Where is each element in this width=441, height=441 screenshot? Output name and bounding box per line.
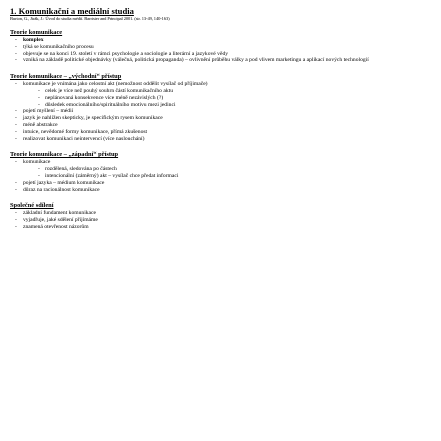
list-item-text: důsledek emocionálního/spirituálního motivu mezi jedinci xyxy=(45,101,176,108)
section xyxy=(10,29,431,64)
citation: Burton, G., Jirák, J.: Úvod do studia médií. Barrister and Principal 2001. (str. 13-49, 140-163) xyxy=(10,16,170,21)
list-item-text: celek je více než pouhý souhrn částí komunikačního aktu xyxy=(45,87,173,94)
list-item-text: vzniká na základě politické objednávky (válečná, politická propaganda) – ovlivnění průběhu války a pod vlivem marketingu a aplikací nových technologií xyxy=(23,57,369,64)
list-item-text: intencionální (záměrný) akt – vysílač chce předat informaci xyxy=(45,172,179,179)
list-item xyxy=(10,187,431,194)
list-item xyxy=(10,210,431,217)
list-item-text: méně abstrakce xyxy=(23,121,58,128)
dash-bullet-icon: - xyxy=(15,159,17,166)
dash-bullet-icon: - xyxy=(15,57,17,64)
dash-bullet-icon: - xyxy=(15,50,17,57)
list-item-text: jazyk je nahlížen skepticky, je specifickým rysem komunikace xyxy=(23,115,163,122)
section-spacer xyxy=(10,193,431,202)
dash-bullet-icon: - xyxy=(38,166,40,173)
dash-bullet-icon: - xyxy=(15,135,17,142)
sub-list-item xyxy=(10,166,431,173)
section-spacer xyxy=(10,142,431,151)
document-title: 1. Komunikační a mediální studia xyxy=(10,6,134,16)
dash-bullet-icon: - xyxy=(38,94,40,101)
list-item xyxy=(10,44,431,51)
dash-bullet-icon: - xyxy=(15,179,17,186)
section xyxy=(10,202,431,230)
section-heading: Teorie komunikace xyxy=(10,29,63,36)
section-heading: Společné sdílení xyxy=(10,202,54,210)
list-item-text: znamená otevřenost názorům xyxy=(23,223,89,230)
list-item-text: základní fundament komunikace xyxy=(23,210,97,217)
dash-bullet-icon: - xyxy=(38,101,40,108)
list-item-text: komunikace xyxy=(23,159,51,166)
dash-bullet-icon: - xyxy=(38,87,40,94)
section-spacer xyxy=(10,64,431,73)
dash-bullet-icon: - xyxy=(15,108,17,115)
dash-bullet-icon: - xyxy=(15,43,17,50)
sub-list-item xyxy=(10,102,431,109)
dash-bullet-icon: - xyxy=(15,115,17,122)
list-item xyxy=(10,37,431,44)
sections-container xyxy=(10,29,431,231)
sub-list-item xyxy=(10,88,431,95)
section-heading: Teorie komunikace – „východní“ přístup xyxy=(10,73,122,81)
list-item-text: objevuje se na konci 19. století v rámci psychologie a sociologie a literární a jazykové vědy xyxy=(23,50,229,57)
dash-bullet-icon: - xyxy=(15,186,17,193)
list-item-text: týká se komunikačního procesu xyxy=(23,43,94,50)
list-item-text: neplánovaná konsekvence více méně nezávislých (?) xyxy=(45,94,164,101)
dash-bullet-icon: - xyxy=(38,172,40,179)
list-item xyxy=(10,129,431,136)
sub-list-item xyxy=(10,95,431,102)
sub-list-item xyxy=(10,173,431,180)
list-item-text: komunikace je vnímána jako celostní akt (nemožnost oddělit vysílač od příjimače) xyxy=(23,81,208,88)
list-item xyxy=(10,115,431,122)
dash-bullet-icon: - xyxy=(15,121,17,128)
section xyxy=(10,151,431,193)
list-item xyxy=(10,180,431,187)
dash-bullet-icon: - xyxy=(15,81,17,88)
list-item-text: komplex xyxy=(23,37,44,43)
list-item xyxy=(10,159,431,166)
section-heading: Teorie komunikace – „západní“ přístup xyxy=(10,151,119,159)
section xyxy=(10,73,431,142)
list-item xyxy=(10,57,431,64)
list-item xyxy=(10,217,431,224)
list-item xyxy=(10,224,431,231)
list-item xyxy=(10,81,431,88)
dash-bullet-icon: - xyxy=(15,37,17,43)
list-item xyxy=(10,136,431,143)
dash-bullet-icon: - xyxy=(15,128,17,135)
list-item-text: pojetí jazyka – médium komunikace xyxy=(23,179,105,186)
list-item-text: intuice, nevědomé formy komunikace, přímá zkušenost xyxy=(23,128,148,135)
list-item-text: realizovat komunikaci neintervencí (více naslouchání) xyxy=(23,135,145,142)
list-item-text: rozdělená, sledována po částech xyxy=(45,166,117,173)
list-item-text: pojetí myšlení – médií xyxy=(23,108,74,115)
list-item xyxy=(10,122,431,129)
dash-bullet-icon: - xyxy=(15,223,17,230)
dash-bullet-icon: - xyxy=(15,210,17,217)
dash-bullet-icon: - xyxy=(15,217,17,224)
list-item-text: důraz na racionálnost komunikace xyxy=(23,186,100,193)
list-item-text: vyjadřuje, jaké sdělení přijímáme xyxy=(23,217,98,224)
